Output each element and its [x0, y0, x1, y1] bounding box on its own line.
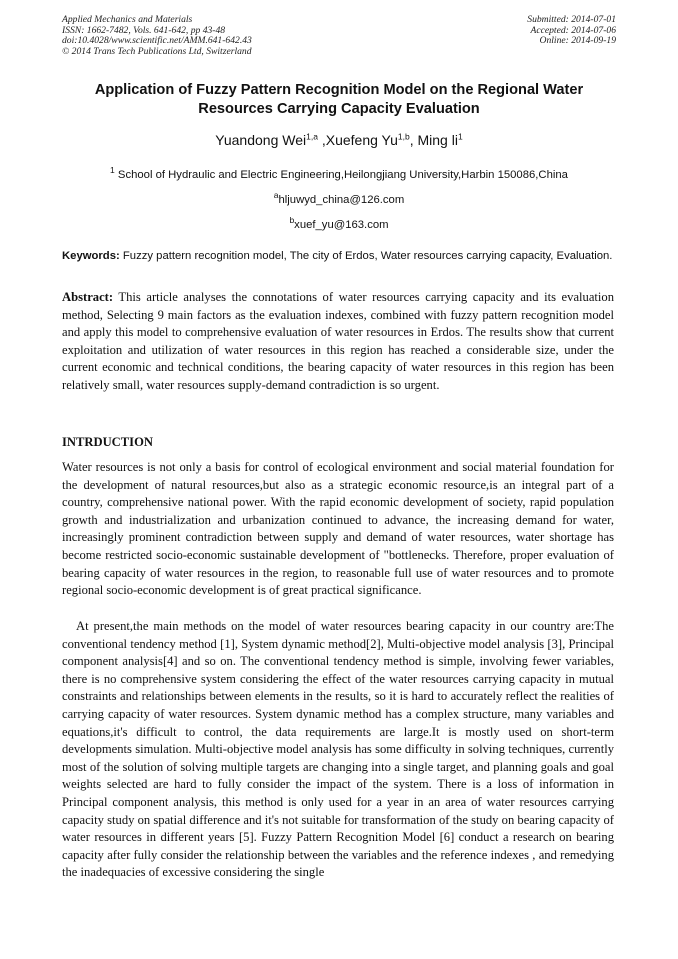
email-superscript: b — [289, 215, 295, 226]
section-heading: INTRDUCTION — [62, 435, 153, 449]
online-date: Online: 2014-09-19 — [539, 35, 616, 46]
title-line: Resources Carrying Capacity Evaluation — [198, 101, 480, 117]
keywords-text: Fuzzy pattern recognition model, The city of Erdos, Water resources carrying capacity, Evaluation. — [122, 250, 613, 262]
abstract-text: This article analyses the connotations of water resources carrying capacity and its evaluation method, Selecting 9 main factors as the evaluation indexes, combined with fuzzy pattern recognition model and apply this model to comprehensive evaluation of water resources in Erdos. The results show that current exploitation and utilization of water resources in this region has reached a considerable size, under the current economic and technical conditions, the bearing capacity of water resources in this region has been relatively small, water resources supply-demand contradiction is so urgent. — [62, 290, 615, 392]
author-list: Yuandong Wei$^{1,a}$ ,Xuefeng Yu$^{1,b}$, Ming $li^1$ — [215, 131, 463, 148]
author-name: Ming li — [417, 132, 458, 148]
journal-copyright: © 2014 Trans Tech Publications Ltd, Switzerland — [62, 45, 252, 57]
paper-title — [40, 81, 638, 119]
email-text: hljuwyd_china@126.com — [278, 194, 405, 206]
abstract-label: Abstract: — [62, 290, 114, 304]
keywords-label: Keywords: — [62, 250, 120, 262]
journal-name: Applied Mechanics and Materials — [62, 14, 193, 25]
title-line: Application of Fuzzy Pattern Recognition Model on the Regional Water — [94, 82, 584, 98]
accepted-date: Accepted: 2014-07-06 — [530, 24, 616, 36]
submitted-date: Submitted: 2014-07-01 — [527, 14, 616, 25]
journal-issn: ISSN: 1662-7482, Vols. 641-642, pp 43-48 — [62, 24, 226, 36]
author-name: Yuandong Wei — [215, 132, 307, 148]
abstract — [62, 289, 614, 395]
author-name: Xuefeng Yu — [325, 132, 398, 148]
journal-info — [62, 15, 252, 57]
body-paragraph: At present,the main methods on the model of water resources bearing capacity in our country are:The conventional tendency method [1], System dynamic method[2], Multi-objective model analysis [3], Principal component analysis[4] and so on. The conventional tendency method is simple, involving fewer variables, there is no comprehensive system considering the effect of the water resources carrying capacity in mutual constraints and relationships between elements in the results, so it is hard to accurately reflect the realities of carrying capacity of water resources. System dynamic method has a complex structure, many variables and equations,it's difficult to control, the data requirements are large.It is mostly used on short-term developments simulation. Multi-objective model analysis has some difficulty in solving techniques, currently most of the solution of solving multiple targets are changing into a single target, and planning goals and goal weights selected are hard to fully consider the impact of the system. There is a loss of information in Principal component analysis, this method is only used for a year in an area of water resources carrying capacity study on spatial difference and it's not suitable for transformation of the study on bearing capacity of water resources in different years [5]. Fuzzy Pattern Recognition Model [6] conduct a research on bearing capacity after fully consider the relationship between the variables and the reference indexes , and remedying the inadequacies of excessive considering the single — [62, 619, 614, 880]
keywords — [62, 248, 614, 265]
submission-dates — [527, 15, 616, 47]
author-email-a — [40, 190, 638, 207]
email-text: xuef_yu@163.com — [294, 219, 389, 231]
email-superscript: a — [273, 190, 279, 201]
author-superscript: 1 — [457, 131, 463, 142]
affiliation — [40, 165, 638, 182]
body-paragraph: Water resources is not only a basis for control of ecological environment and social material foundation for the development of natural resources,but also as a strategic economic resource,is an integral part of a country, comprehensive national power. With the rapid economic development of society, rapid population growth and industrialization and urbanization continued to advance, the increasing demand for water, increasingly prominent contradiction between supply and demand of water resources, water shortage has become restricted socio-economic sustainable development of "bottlenecks. Therefore, proper evaluation of bearing capacity of water resources in the region, to reasonable full use of water resources and to promote regional socio-economic development is of great practical significance. — [62, 460, 614, 598]
affiliation-superscript: 1 — [110, 165, 115, 176]
author-email-b — [40, 215, 638, 232]
journal-doi: doi:10.4028/www.scientific.net/AMM.641-642.43 — [62, 35, 252, 46]
affiliation-text: School of Hydraulic and Electric Engineering,Heilongjiang University,Harbin 150086,China — [117, 169, 568, 181]
author-superscript: 1,b — [397, 131, 410, 142]
author-superscript: 1,a — [306, 131, 318, 142]
